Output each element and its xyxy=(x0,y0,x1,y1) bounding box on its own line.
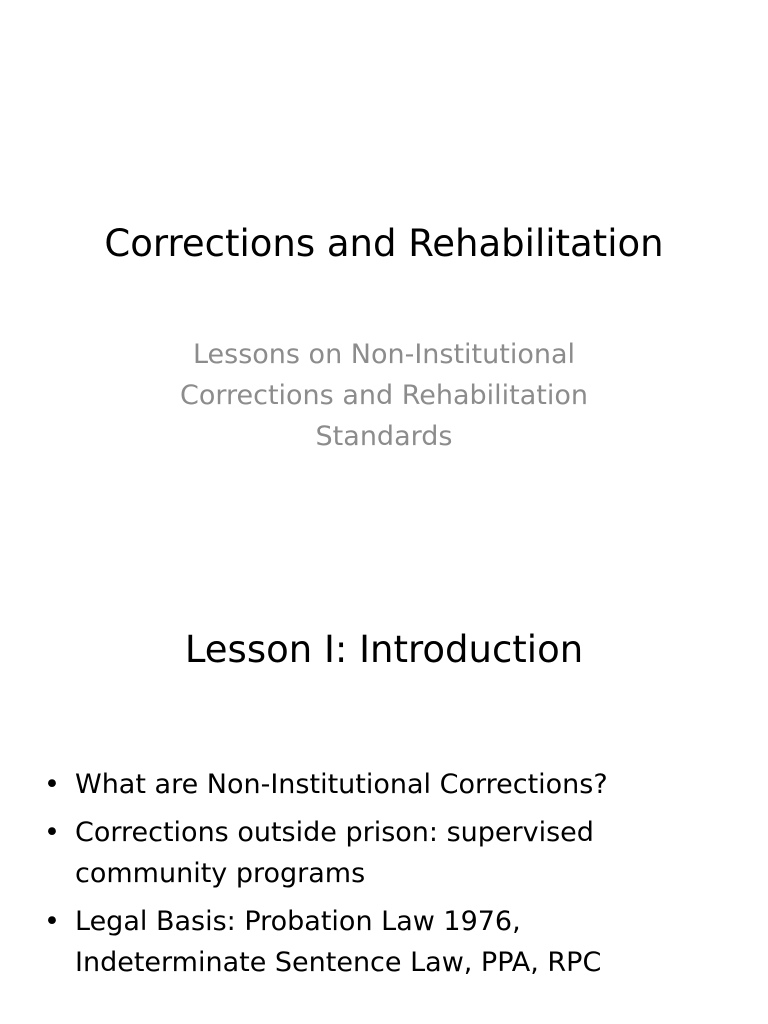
bullet-line: Corrections outside prison: supervised xyxy=(75,817,594,848)
bullet-line: community programs xyxy=(75,858,366,889)
bullet-point-icon: • xyxy=(44,769,60,800)
bullet-text xyxy=(75,764,738,805)
subtitle-line: Lessons on Non-Institutional xyxy=(192,339,576,370)
bullet-item xyxy=(38,812,738,894)
bullet-point-icon: • xyxy=(44,906,60,937)
bullet-list xyxy=(38,764,738,990)
subtitle-line: Corrections and Rehabilitation xyxy=(179,380,589,411)
bullet-line: What are Non-Institutional Corrections? xyxy=(75,769,608,800)
bullet-point-icon: • xyxy=(44,817,60,848)
bullet-text xyxy=(75,901,738,983)
bullet-line: Indeterminate Sentence Law, PPA, RPC xyxy=(75,947,602,978)
bullet-line: Legal Basis: Probation Law 1976, xyxy=(75,906,521,937)
bullet-item xyxy=(38,901,738,983)
subtitle-line: Standards xyxy=(315,421,453,452)
lesson-slide xyxy=(0,512,768,1024)
lesson-title: Lesson I: Introduction xyxy=(184,628,584,671)
bullet-item xyxy=(38,764,738,805)
slide-title: Corrections and Rehabilitation xyxy=(104,222,664,265)
bullet-text xyxy=(75,812,738,894)
slide-subtitle xyxy=(134,334,634,457)
